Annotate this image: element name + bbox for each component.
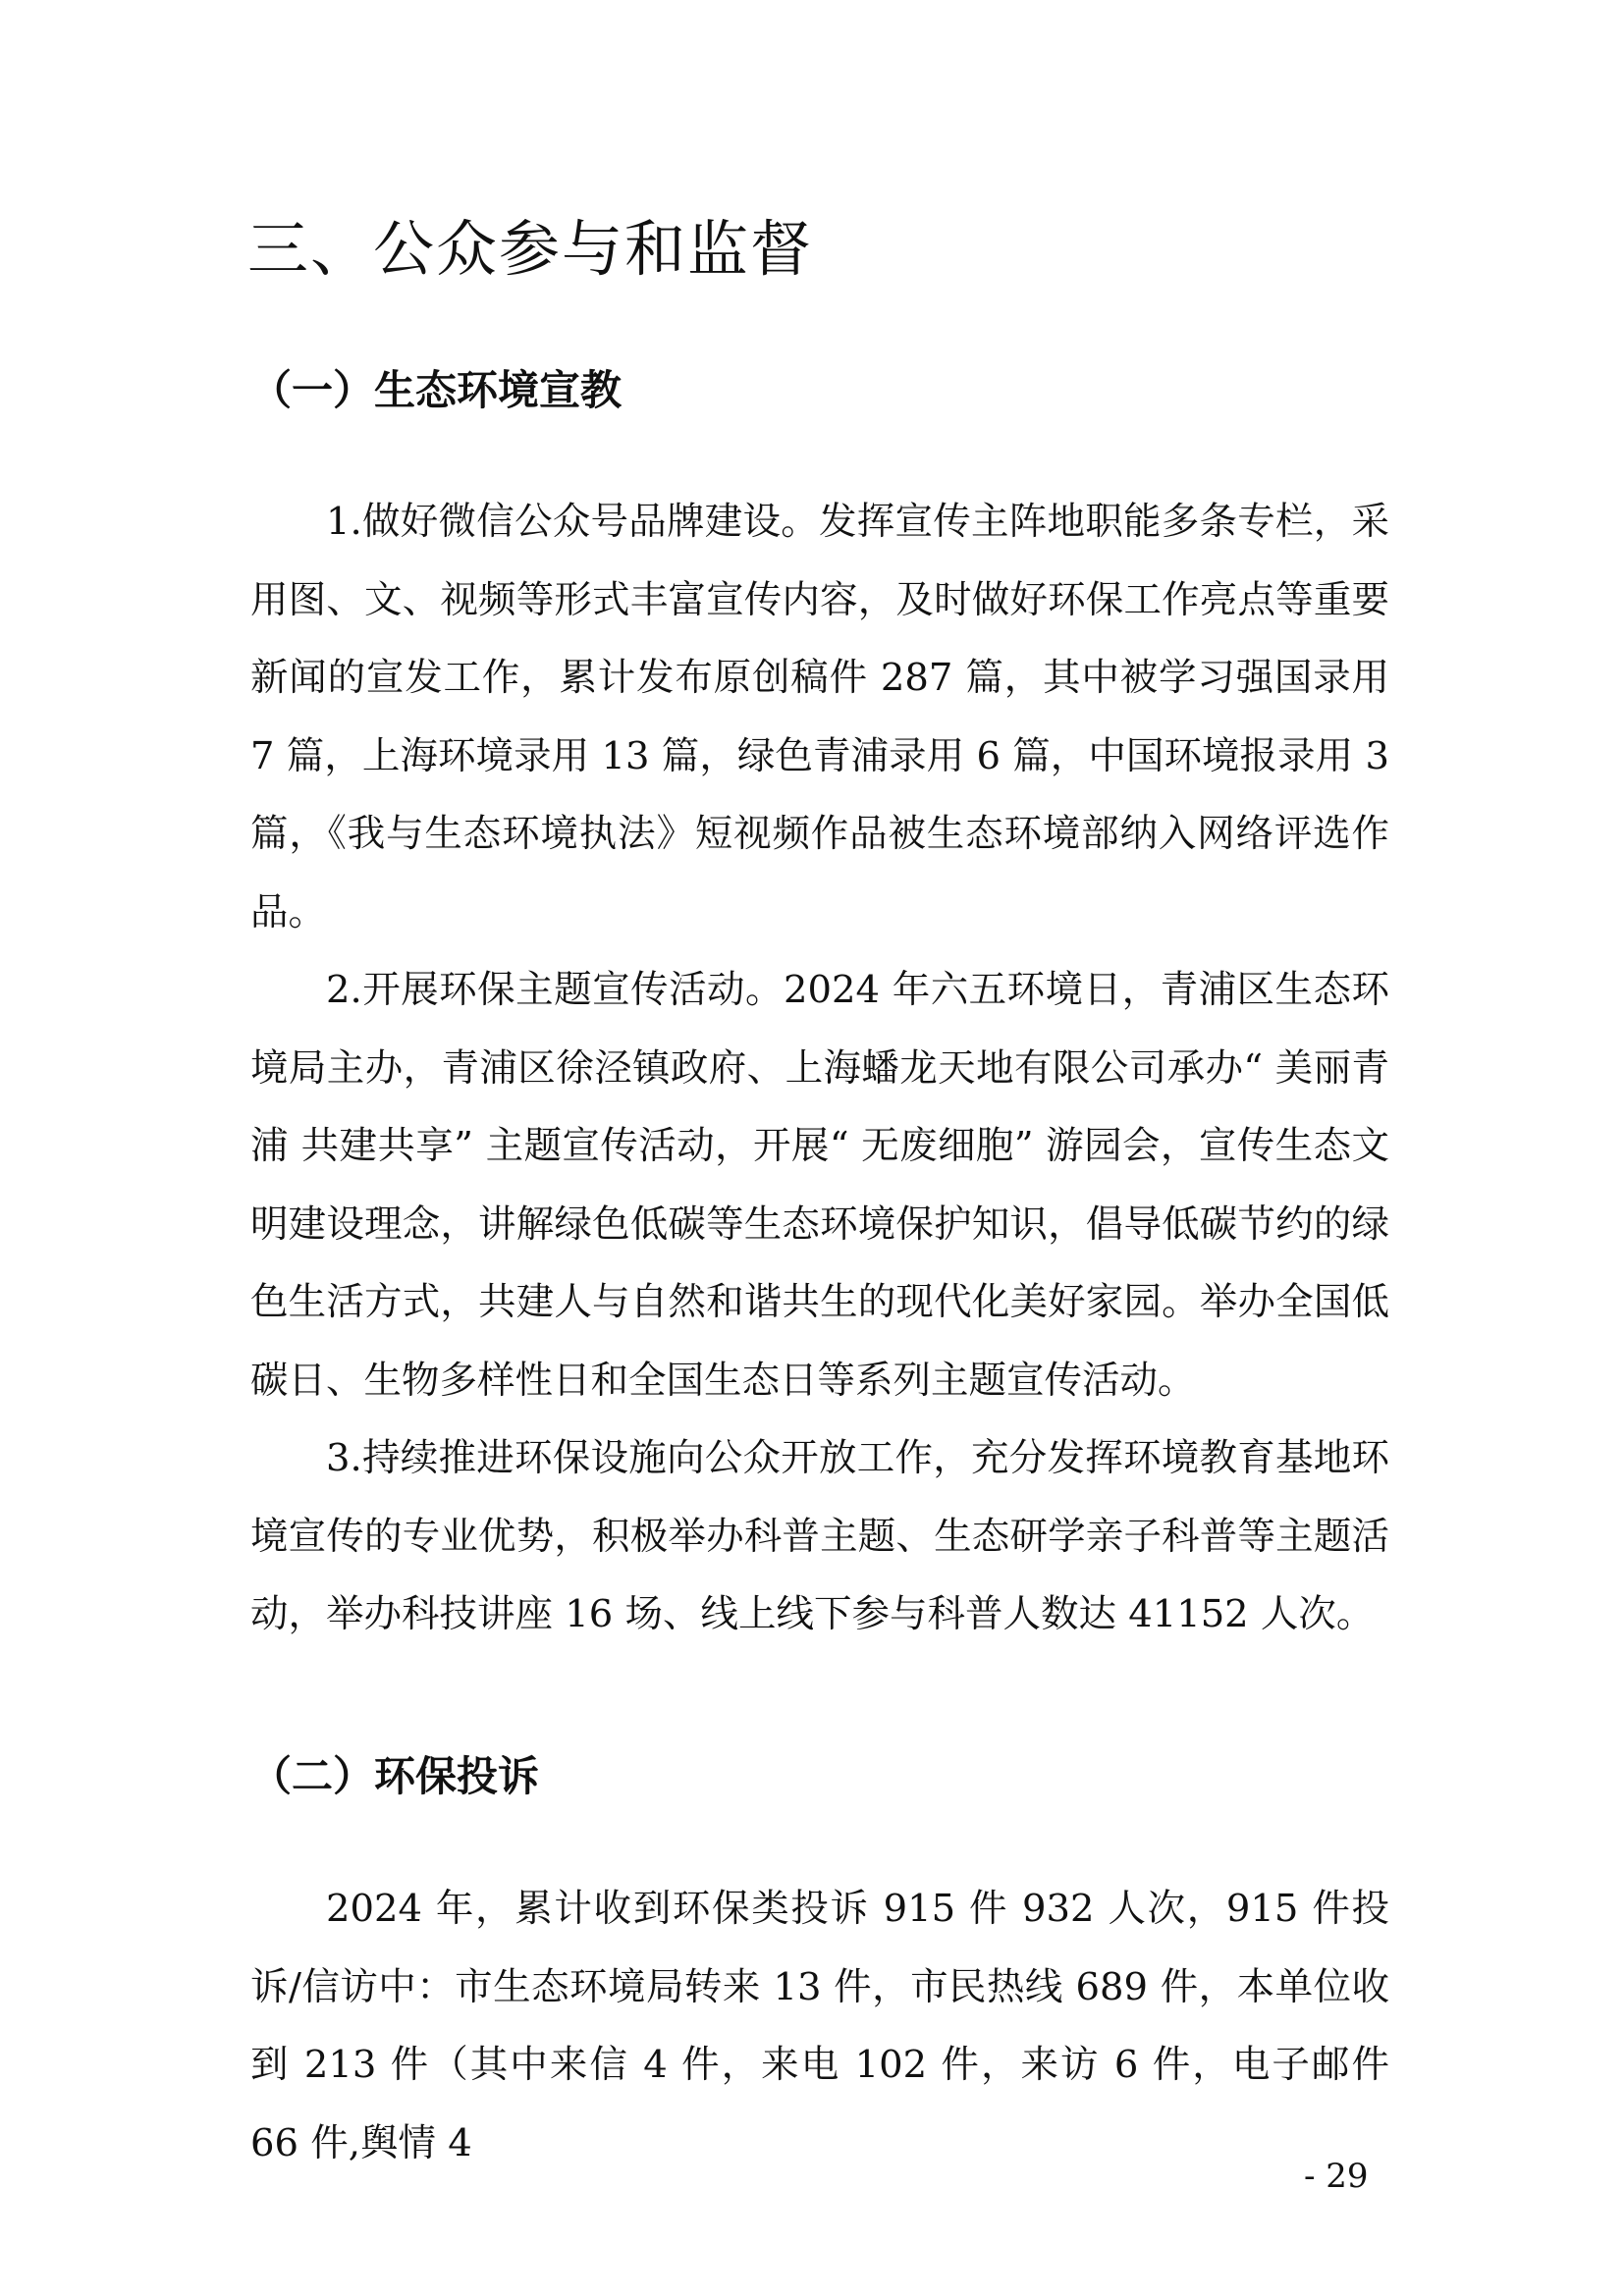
paragraph-complaints-summary: 2024 年，累计收到环保类投诉 915 件 932 人次，915 件投诉/信访中：市生态环境局转来 13 件，市民热线 689 件，本单位收到 213 件（其中来信 4 件，来电 102 件，来访 6 件，电子邮件 66 件,舆情 4	[250, 1887, 1389, 2165]
section-title: 三、公众参与和监督	[247, 213, 814, 285]
subsection-heading-complaints: （二）环保投诉	[250, 1752, 540, 1800]
paragraph-theme-campaigns: 2.开展环保主题宣传活动。2024 年六五环境日，青浦区生态环境局主办，青浦区徐泾镇政府、上海蟠龙天地有限公司承办“ 美丽青浦 共建共享” 主题宣传活动，开展“ 无废细胞” 游园会，宣传生态文明建设理念，讲解绿色低碳等生态环境保护知识，倡导低碳节约的绿色生活方式，共建人与自然和谐共生的现代化美好家园。举办全国低碳日、生物多样性日和全国生态日等系列主题宣传活动。	[250, 968, 1389, 1403]
paragraph-facility-opening: 3.持续推进环保设施向公众开放工作，充分发挥环境教育基地环境宣传的专业优势，积极举办科普主题、生态研学亲子科普等主题活动，举办科技讲座 16 场、线上线下参与科普人数达 41152 人次。	[250, 1436, 1389, 1636]
paragraph-wechat-branding: 1.做好微信公众号品牌建设。发挥宣传主阵地职能多条专栏，采用图、文、视频等形式丰富宣传内容，及时做好环保工作亮点等重要新闻的宣发工作，累计发布原创稿件 287 篇，其中被学习强国录用 7 篇，上海环境录用 13 篇，绿色青浦录用 6 篇，中国环境报录用 3 篇，《我与生态环境执法》短视频作品被生态环境部纳入网络评选作品。	[250, 500, 1389, 934]
subsection-heading-education: （一）生态环境宣教	[250, 366, 623, 414]
page-number: - 29	[1304, 2157, 1369, 2196]
